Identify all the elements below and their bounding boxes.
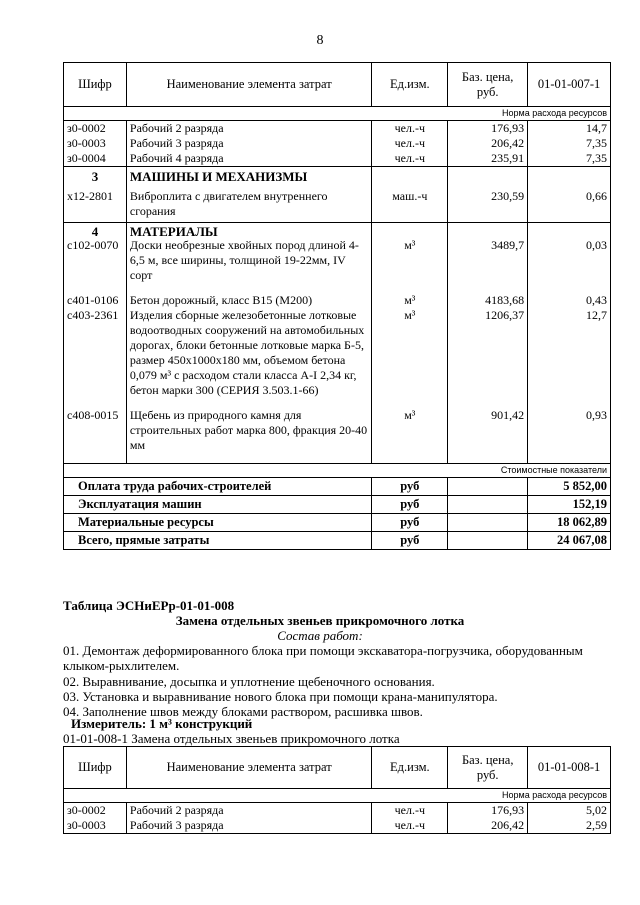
row-price: 235,91 [448, 151, 528, 167]
row-code: с408-0015 [64, 408, 127, 458]
summary-label: Всего, прямые затраты [64, 531, 372, 549]
row-price: 206,42 [448, 136, 528, 151]
header-unit: Ед.изм. [372, 747, 448, 789]
table-row [64, 293, 611, 308]
summary-unit: руб [372, 513, 448, 531]
header-norm: 01-01-008-1 [528, 747, 611, 789]
row-code: з0-0003 [64, 136, 127, 151]
row-name: Доски необрезные хвойных пород длиной 4-6,5 м, все ширины, толщиной 19-22мм, IV сорт [126, 238, 371, 293]
section-header-row [64, 223, 611, 239]
row-qty: 5,02 [528, 803, 611, 819]
row-code: з0-0004 [64, 151, 127, 167]
summary-label: Материальные ресурсы [64, 513, 372, 531]
summary-unit: руб [372, 495, 448, 513]
row-code: с401-0106 [64, 293, 127, 308]
row-code: з0-0002 [64, 803, 127, 819]
table-row [64, 184, 611, 223]
row-unit: чел.-ч [372, 818, 448, 834]
row-code: с102-0070 [64, 238, 127, 293]
summary-label: Эксплуатация машин [64, 495, 372, 513]
summary-label: Оплата труда рабочих-строителей [64, 477, 372, 495]
section-number: 3 [64, 167, 127, 185]
norm-label: Норма расхода ресурсов [64, 789, 611, 803]
row-qty: 2,59 [528, 818, 611, 834]
cost-label: Стоимостные показатели [64, 463, 611, 477]
table-row [64, 136, 611, 151]
row-unit: м³ [372, 308, 448, 408]
summary-row [64, 513, 611, 531]
row-qty: 0,66 [528, 184, 611, 223]
header-price: Баз. цена, руб. [448, 747, 528, 789]
table-header [64, 63, 611, 107]
table-title: Таблица ЭСНиЕРр-01-01-008 [63, 598, 235, 613]
row-name: Изделия сборные железобетонные лотковые водоотводных сооружений на автомобильных дорогах, блоки бетонные лотковые марка Б-5, размер 450х1000х180 мм, объемом бетона 0,079 м³ с расходом стали класса А-I 2,34 кг, бетон марки 300 (СЕРИЯ 3.503.1-66) [126, 308, 371, 408]
resource-table-1 [63, 62, 611, 550]
table-row [64, 121, 611, 137]
row-unit: чел.-ч [372, 803, 448, 819]
header-name: Наименование элемента затрат [126, 63, 371, 107]
header-unit: Ед.изм. [372, 63, 448, 107]
row-qty: 14,7 [528, 121, 611, 137]
table-row [64, 238, 611, 293]
section-header-row [64, 167, 611, 185]
work-line: 01. Демонтаж деформированного блока при помощи экскаватора-погрузчика, оборудованным [63, 643, 583, 658]
summary-row [64, 477, 611, 495]
row-name: Бетон дорожный, класс B15 (M200) [126, 293, 371, 308]
row-qty: 0,93 [528, 408, 611, 458]
table-row [64, 151, 611, 167]
section-title: МАТЕРИАЛЫ [126, 223, 371, 239]
row-name: Рабочий 3 разряда [126, 136, 371, 151]
header-price: Баз. цена, руб. [448, 63, 528, 107]
row-price: 230,59 [448, 184, 528, 223]
row-price: 176,93 [448, 803, 528, 819]
row-price: 901,42 [448, 408, 528, 458]
resource-table-2 [63, 746, 611, 834]
norm-label-row [64, 107, 611, 121]
row-code: х12-2801 [64, 184, 127, 223]
summary-row [64, 531, 611, 549]
row-unit: м³ [372, 408, 448, 458]
table-row [64, 818, 611, 834]
row-name: Виброплита с двигателем внутреннего сгорания [126, 184, 371, 223]
row-price: 4183,68 [448, 293, 528, 308]
row-unit: чел.-ч [372, 121, 448, 137]
row-code: с403-2361 [64, 308, 127, 408]
table-row [64, 803, 611, 819]
work-line: 04. Заполнение швов между блоками раствором, расшивка швов. [63, 704, 423, 719]
norm-label-row [64, 789, 611, 803]
row-qty: 0,03 [528, 238, 611, 293]
row-code: з0-0002 [64, 121, 127, 137]
page-number: 8 [316, 33, 324, 48]
row-code: з0-0003 [64, 818, 127, 834]
row-name: Рабочий 3 разряда [126, 818, 371, 834]
table-subtitle: Замена отдельных звеньев прикромочного лотка [175, 613, 465, 628]
row-unit: чел.-ч [372, 151, 448, 167]
row-qty: 0,43 [528, 293, 611, 308]
summary-row [64, 495, 611, 513]
header-code: Шифр [64, 747, 127, 789]
summary-value: 18 062,89 [528, 513, 611, 531]
row-unit: чел.-ч [372, 136, 448, 151]
meter-line: Измеритель: 1 м³ конструкций [71, 716, 253, 731]
table-row [64, 308, 611, 408]
header-name: Наименование элемента затрат [126, 747, 371, 789]
table-row [64, 408, 611, 458]
row-price: 206,42 [448, 818, 528, 834]
row-name: Щебень из природного камня для строительных работ марка 800, фракция 20-40 мм [126, 408, 371, 458]
row-price: 3489,7 [448, 238, 528, 293]
row-qty: 7,35 [528, 151, 611, 167]
summary-unit: руб [372, 477, 448, 495]
row-unit: маш.-ч [372, 184, 448, 223]
row-qty: 12,7 [528, 308, 611, 408]
row-unit: м³ [372, 293, 448, 308]
summary-value: 5 852,00 [528, 477, 611, 495]
summary-value: 152,19 [528, 495, 611, 513]
header-norm: 01-01-007-1 [528, 63, 611, 107]
work-line: 02. Выравнивание, досыпка и уплотнение щебеночного основания. [63, 674, 435, 689]
table-header [64, 747, 611, 789]
summary-value: 24 067,08 [528, 531, 611, 549]
row-price: 176,93 [448, 121, 528, 137]
header-code: Шифр [64, 63, 127, 107]
summary-unit: руб [372, 531, 448, 549]
row-name: Рабочий 4 разряда [126, 151, 371, 167]
row-price: 1206,37 [448, 308, 528, 408]
row-unit: м³ [372, 238, 448, 293]
cost-label-row [64, 463, 611, 477]
work-line: клыком-рыхлителем. [63, 658, 180, 673]
section-number: 4 [64, 223, 127, 239]
row-name: Рабочий 2 разряда [126, 803, 371, 819]
work-heading: Состав работ: [277, 628, 363, 643]
item-line: 01-01-008-1 Замена отдельных звеньев прикромочного лотка [63, 731, 400, 746]
row-qty: 7,35 [528, 136, 611, 151]
row-name: Рабочий 2 разряда [126, 121, 371, 137]
work-line: 03. Установка и выравнивание нового блока при помощи крана-манипулятора. [63, 689, 498, 704]
section-title: МАШИНЫ И МЕХАНИЗМЫ [126, 167, 371, 185]
norm-label: Норма расхода ресурсов [64, 107, 611, 121]
